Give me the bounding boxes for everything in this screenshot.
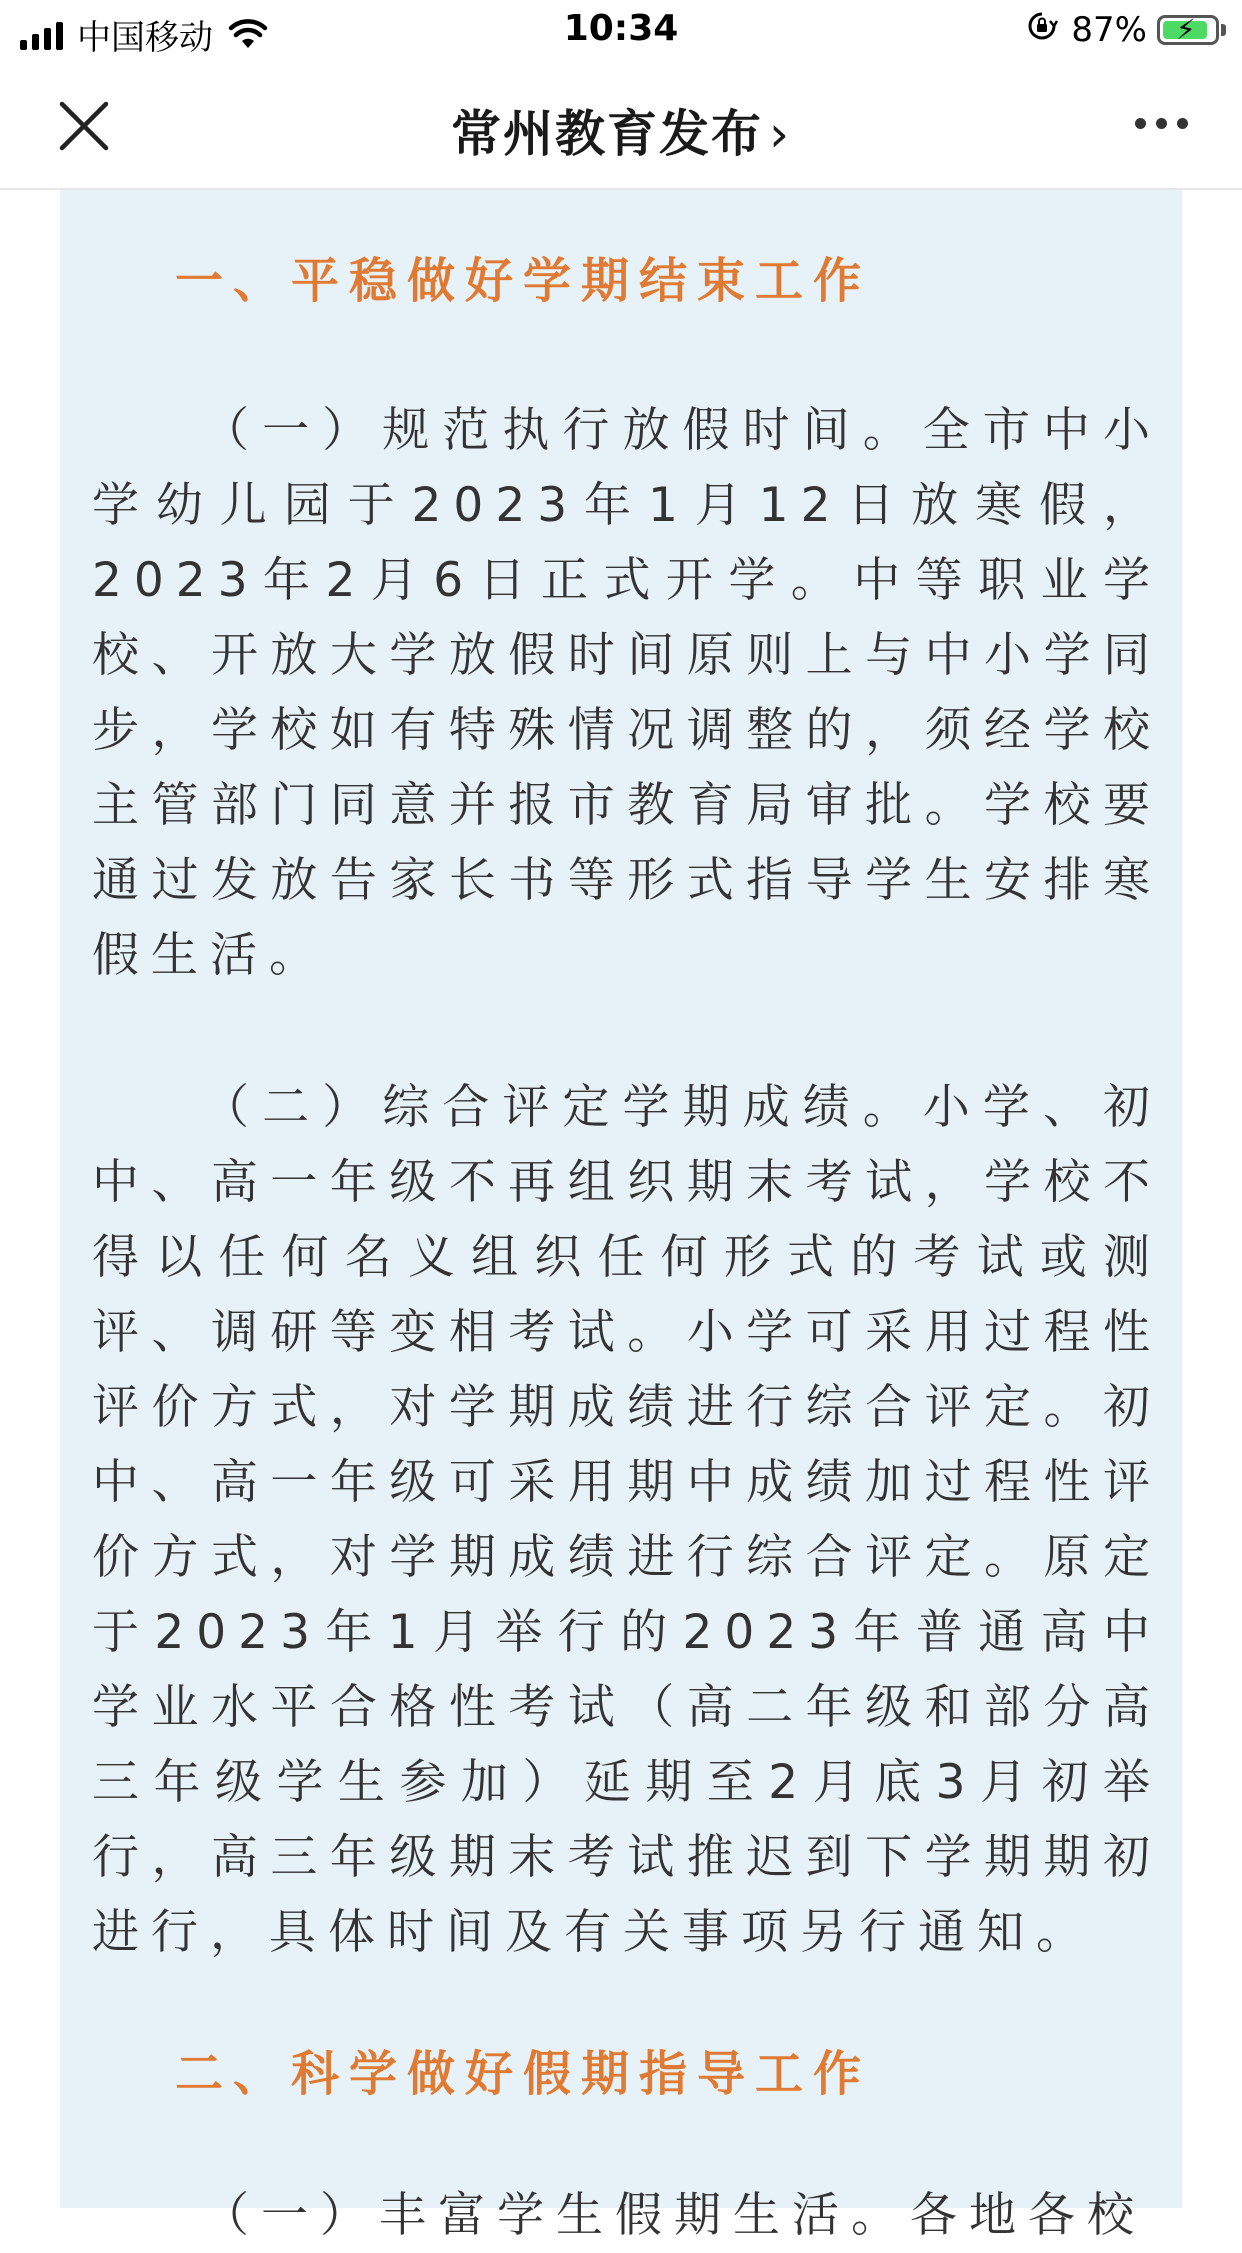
status-bar xyxy=(0,0,1242,66)
section-heading-2: 二、科学做好假期指导工作 xyxy=(175,2046,872,2102)
more-dot xyxy=(1177,118,1188,129)
account-title-link[interactable] xyxy=(0,94,1242,166)
chevron-right-icon: › xyxy=(769,105,791,163)
section-heading-1: 一、平稳做好学期结束工作 xyxy=(175,253,872,309)
paragraph-1: （一）规范执行放假时间。全市中小学幼儿园于2023年1月12日放寒假，2023年2月6日正式开学。中等职业学校、开放大学放假时间原则上与中小学同步，学校如有特殊情况调整的，须经学校主管部门同意并报市教育局审批。学校要通过发放告家长书等形式指导学生安排寒假生活。 xyxy=(92,403,1162,983)
article-body xyxy=(60,190,1182,2243)
charging-bolt-icon: ⚡ xyxy=(1176,13,1196,46)
battery-percent: 87% xyxy=(1071,10,1147,50)
more-dot xyxy=(1156,118,1167,129)
more-dot xyxy=(1135,118,1146,129)
paragraph-2: （二）综合评定学期成绩。小学、初中、高一年级不再组织期末考试，学校不得以任何名义组织任何形式的考试或测评、调研等变相考试。小学可采用过程性评价方式，对学期成绩进行综合评定。初中、高一年级可采用期中成绩加过程性评价方式，对学期成绩进行综合评定。原定于2023年1月举行的2023年普通高中学业水平合格性考试（高二年级和部分高三年级学生参加）延期至2月底3月初举行，高三年级期末考试推迟到下学期期初进行，具体时间及有关事项另行通知。 xyxy=(92,1080,1162,1960)
battery-icon xyxy=(1157,15,1219,45)
carrier-label: 中国移动 xyxy=(77,18,213,58)
more-button[interactable] xyxy=(1135,118,1188,129)
status-right xyxy=(1027,10,1226,50)
status-time: 10:34 xyxy=(563,8,679,49)
battery-cap xyxy=(1221,24,1226,36)
rotation-lock-icon xyxy=(1027,10,1057,50)
paragraph-3: （一）丰富学生假期生活。各地各校 xyxy=(202,2188,1146,2243)
account-title: 常州教育发布 xyxy=(451,105,763,163)
nav-bar xyxy=(0,66,1242,190)
